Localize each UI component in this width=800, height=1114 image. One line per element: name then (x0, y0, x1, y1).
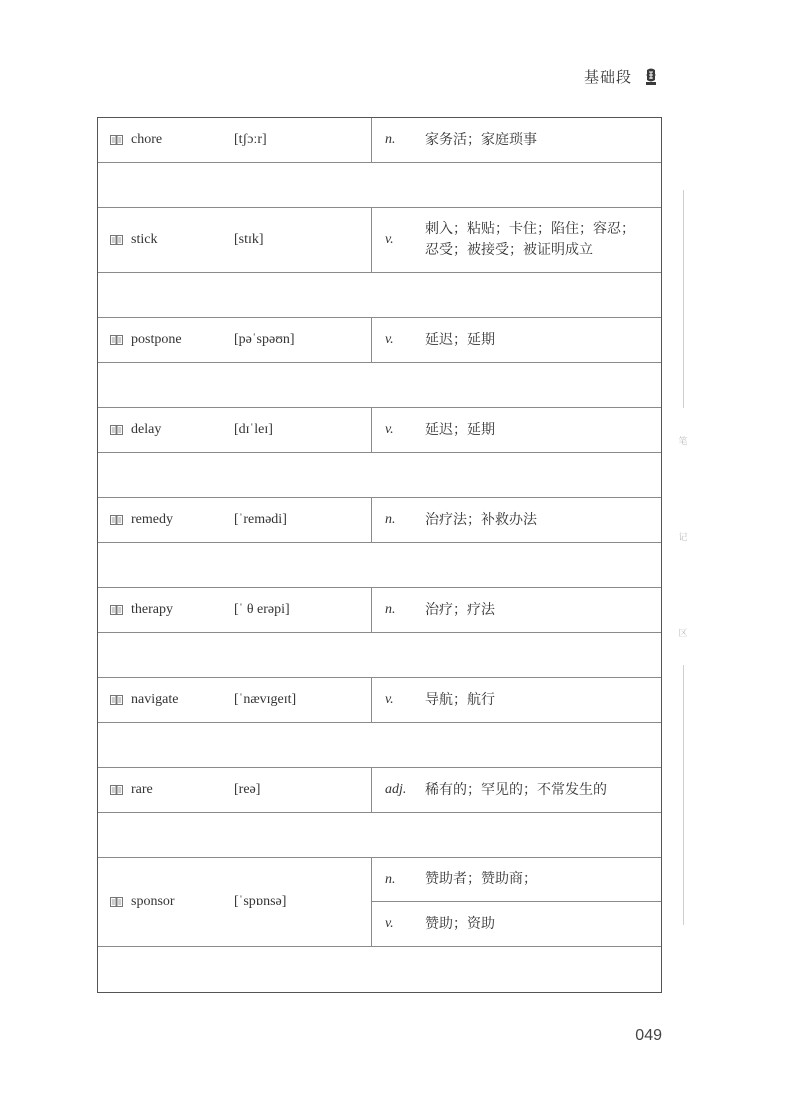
note-row[interactable] (98, 453, 661, 498)
definitions (372, 118, 661, 162)
notes-label-char: 记 (678, 533, 688, 543)
note-row[interactable] (98, 633, 661, 678)
definition-row (372, 588, 661, 632)
part-of-speech: v. (385, 232, 394, 247)
vocab-entry (98, 318, 661, 363)
word-cell (98, 208, 372, 272)
open-book-icon (110, 897, 123, 907)
vocab-entry (98, 678, 661, 723)
headword: postpone (131, 332, 182, 347)
headword: stick (131, 232, 158, 247)
definitions (372, 588, 661, 632)
part-of-speech: v. (385, 692, 394, 707)
word-cell (98, 858, 372, 946)
meaning: 治疗；疗法 (425, 601, 495, 618)
phonetic: [stɪk] (234, 232, 264, 247)
definition-row (372, 118, 661, 162)
margin-line (683, 190, 684, 408)
part-of-speech: v. (385, 916, 394, 931)
definitions (372, 318, 661, 362)
stamp-icon (644, 68, 658, 86)
definition-row (372, 902, 661, 946)
page-header (584, 66, 658, 87)
open-book-icon (110, 135, 123, 145)
headword: sponsor (131, 894, 175, 909)
meaning: 家务活；家庭琐事 (425, 131, 537, 148)
part-of-speech: v. (385, 422, 394, 437)
definition-row (372, 678, 661, 722)
headword: delay (131, 422, 162, 437)
note-row[interactable] (98, 723, 661, 768)
part-of-speech: n. (385, 871, 396, 887)
definition-row (372, 498, 661, 542)
definitions (372, 858, 661, 946)
meaning: 延迟；延期 (425, 331, 495, 348)
meaning: 赞助；资助 (425, 915, 495, 932)
vocab-entry (98, 768, 661, 813)
headword: navigate (131, 692, 179, 707)
phonetic: [pəˈspəʊn] (234, 332, 295, 347)
open-book-icon (110, 335, 123, 345)
definition-row (372, 408, 661, 452)
definitions (372, 678, 661, 722)
definition-row (372, 858, 661, 902)
word-cell (98, 118, 372, 162)
note-row[interactable] (98, 363, 661, 408)
headword: therapy (131, 602, 173, 617)
notes-label-char: 区 (678, 629, 688, 639)
definition-row (372, 208, 661, 272)
note-row[interactable] (98, 163, 661, 208)
note-row[interactable] (98, 947, 661, 992)
headword: rare (131, 782, 153, 797)
word-cell (98, 408, 372, 452)
headword: remedy (131, 512, 173, 527)
open-book-icon (110, 425, 123, 435)
headword: chore (131, 132, 163, 147)
vocabulary-table (97, 117, 662, 993)
word-cell (98, 588, 372, 632)
vocab-entry (98, 208, 661, 273)
open-book-icon (110, 695, 123, 705)
phonetic: [ˈspɒnsə] (234, 894, 287, 909)
part-of-speech: n. (385, 132, 396, 147)
margin-line (683, 665, 684, 925)
open-book-icon (110, 515, 123, 525)
part-of-speech: n. (385, 512, 396, 527)
vocab-entry (98, 588, 661, 633)
phonetic: [dɪˈleɪ] (234, 422, 273, 437)
vocab-entry (98, 498, 661, 543)
phonetic: [ˈ θ erəpi] (234, 602, 290, 617)
meaning: 导航；航行 (425, 691, 495, 708)
open-book-icon (110, 605, 123, 615)
definition-row (372, 768, 661, 812)
part-of-speech: v. (385, 332, 394, 347)
phonetic: [reə] (234, 782, 261, 797)
open-book-icon (110, 785, 123, 795)
meaning: 治疗法；补救办法 (425, 511, 537, 528)
vocab-entry (98, 858, 661, 947)
phonetic: [ˈnævɪgeɪt] (234, 692, 297, 707)
phonetic: [ˈremədi] (234, 512, 287, 527)
definitions (372, 498, 661, 542)
notes-label-char: 笔 (678, 437, 688, 447)
note-row[interactable] (98, 273, 661, 318)
open-book-icon (110, 235, 123, 245)
word-cell (98, 678, 372, 722)
part-of-speech: n. (385, 602, 396, 617)
vocab-entry (98, 408, 661, 453)
word-cell (98, 768, 372, 812)
page-number: 049 (635, 1027, 662, 1044)
definition-row (372, 318, 661, 362)
section-title: 基础段 (583, 68, 632, 86)
word-cell (98, 318, 372, 362)
meaning: 刺入；粘贴；卡住；陷住；容忍；忍受；被接受；被证明成立 (425, 221, 635, 258)
definitions (372, 768, 661, 812)
meaning: 延迟；延期 (425, 421, 495, 438)
definitions (372, 408, 661, 452)
note-row[interactable] (98, 813, 661, 858)
part-of-speech: adj. (385, 782, 407, 797)
meaning: 赞助者；赞助商； (425, 871, 537, 887)
note-row[interactable] (98, 543, 661, 588)
meaning: 稀有的；罕见的；不常发生的 (425, 781, 607, 798)
vocab-entry (98, 118, 661, 163)
definitions (372, 208, 661, 272)
word-cell (98, 498, 372, 542)
phonetic: [tʃɔːr] (234, 132, 267, 147)
